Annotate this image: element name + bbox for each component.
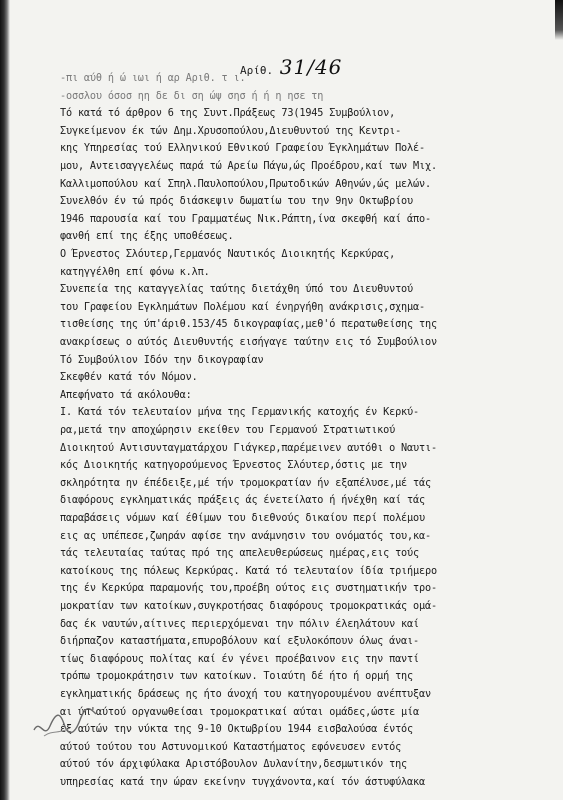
text-line: εγκληματικής δράσεως ης ήτο άνοχή του κατηγορουμένου ανέπτυξαν — [60, 689, 431, 700]
text-line: -πι αύθ ή ώ ιωι ή αρ Αριθ. τ ι. — [60, 73, 246, 84]
scan-top-right-edge — [555, 0, 563, 40]
text-line: Ο Έρνεστος Σλόυτερ,Γερμανός Ναυτικός Διοικητής Κερκύρας, — [60, 249, 396, 260]
text-line: ανακρίσεως ο αύτός Διευθυντής εισήγαγε ταύτην εις τό Συμβούλιον — [60, 337, 437, 348]
handwritten-signature — [30, 690, 100, 745]
text-line: Συνεπεία της καταγγελίας ταύτης διετάχθη ύπό του Διευθυντού — [60, 284, 414, 296]
text-line: κός Διοικητής κατηγορούμενος Έρνεστος Σλόυτερ,όστις με την — [60, 460, 408, 472]
scan-left-edge — [0, 0, 10, 800]
text-line: Τό κατά τό άρθρον 6 της Συντ.Πράξεως 73(1945 Συμβούλιον, — [60, 108, 396, 120]
text-line: σκληρότητα ην έπέδειξε,μέ τήν τρομοκρατίαν ήν εξαπέλυσε,μέ τάς — [60, 477, 431, 489]
text-line: Καλλιμοπούλου καί Σπηλ.Παυλοπούλου,Πρωτοδικών Αθηνών,ώς μελών. — [60, 178, 431, 190]
text-line: υπηρεσίας κατά την ώραν εκείνην τυγχάνοντα,καί τόν άστυφύλακα — [60, 777, 425, 788]
text-line: κατοίκους της πόλεως Κερκύρας. Κατά τό τελευταίον ίδία τριήμερο — [60, 565, 437, 577]
text-line: παραβάσεις νόμων καί έθίμων του διεθνούς δικαίου περί πολέμου — [60, 513, 425, 524]
text-line: Συγκείμενον έκ τών Δημ.Χρυσοπούλου,Διευθυντού της Κεντρι- — [60, 125, 402, 137]
text-line: Ι. Κατά τόν τελευταίον μήνα της Γερμανικής κατοχής έν Κερκύ- — [60, 407, 420, 419]
text-line: φανθή επί της έξης υποθέσεως. — [60, 231, 234, 243]
text-line: αύτού τούτου του Αστυνομικού Καταστήματος εφόνευσεν εντός — [60, 741, 402, 753]
text-line: του Γραφείου Εγκλημάτων Πολέμου καί ένηργήθη ανάκρισις,σχημα- — [60, 301, 425, 313]
text-line: Τό Συμβούλιον Ιδόν την δικογραφίαν — [60, 354, 264, 366]
reference-handwritten-number: 31/46 — [279, 55, 343, 79]
text-line: ρα,μετά την αποχώρησιν εκείθεν του Γερμανού Στρατιωτικού — [60, 425, 396, 436]
reference-prefix: Αρίθ. — [240, 64, 274, 77]
text-line: μου, Αντεισαγγελέως παρά τώ Αρείω Πάγω,ώς Προέδρου,καί των Μιχ. — [60, 161, 437, 172]
text-line: Απεφήνατο τά ακόλουθα: — [60, 389, 192, 401]
text-line: Συνελθόν έν τώ πρός διάσκεψιν δωματίω του την 9ην Οκτωβρίου — [60, 196, 414, 208]
text-line: αι ύπ'αύτού οργανωθείσαι τρομοκρατικαί αύται ομάδες,ώστε μία — [60, 706, 420, 718]
text-line: -οσσλου όσοσ ηη δε δι ση ώψ σησ ή ή η ησε τη — [60, 90, 324, 102]
text-line: 1946 παρουσία καί του Γραμματέως Νικ.Ράπτη,ίνα σκεφθή καί άπο- — [60, 213, 431, 225]
text-line: αύτού τόν άρχιφύλακα Αριστόβουλον Δυλανίτην,δεσμωτικόν της — [60, 759, 408, 771]
text-line: Διοικητού Αντισυνταγματάρχου Γιάγκερ,παρέμεινεν αυτόθι ο Ναυτι- — [60, 442, 437, 454]
text-line: διήρπαζον καταστήματα,επυροβόλουν καί εξυλοκόπουν όλως άναι- — [60, 636, 420, 648]
text-line: έξ αύτών την νύκτα της 9-10 Οκτωβρίου 1944 εισβαλούσα έντός — [60, 724, 414, 736]
text-line: τίως διαφόρους πολίτας καί έν γένει προέβαινον εις την παντί — [60, 653, 420, 665]
text-line: τάς τελευταίας ταύτας πρό της απελευθερώσεως ημέρας,εις τούς — [60, 548, 420, 560]
text-line: κης Υπηρεσίας τού Ελληνικού Εθνικού Γραφείου Έγκλημάτων Πολέ- — [60, 143, 425, 155]
text-line: της έν Κερκύρα παραμονής του,προέβη ούτος εις συστηματικήν τρο- — [60, 583, 437, 595]
text-line: μοκρατίαν των κατοίκων,συγκροτήσας διαφόρους τρομοκρατικάς ομά- — [60, 601, 437, 612]
text-line: Σκεφθέν κατά τόν Νόμον. — [60, 372, 198, 384]
text-line: τρόπω τρομοκράτησιν των κατοίκων. Τοιαύτη δέ ήτο ή ορμή της — [60, 671, 414, 683]
text-line: διαφόρους εγκληματικάς πράξεις άς ένετείλατο ή ήνέχθη καί τάς — [60, 495, 425, 507]
text-line: δας έκ ναυτών,αίτινες περιερχόμεναι την πόλιν έλεηλάτουν καί — [60, 618, 420, 630]
text-line: εις ας υπέπεσε,ζωηράν αφίσε την ανάμνησιν του ονόματός του,κα- — [60, 530, 431, 542]
text-line: κατηγγέλθη επί φόνω κ.λπ. — [60, 266, 210, 278]
text-line: τισθείσης της ύπ'άριθ.153/45 δικογραφίας,μεθ'ό περατωθείσης της — [60, 319, 437, 331]
